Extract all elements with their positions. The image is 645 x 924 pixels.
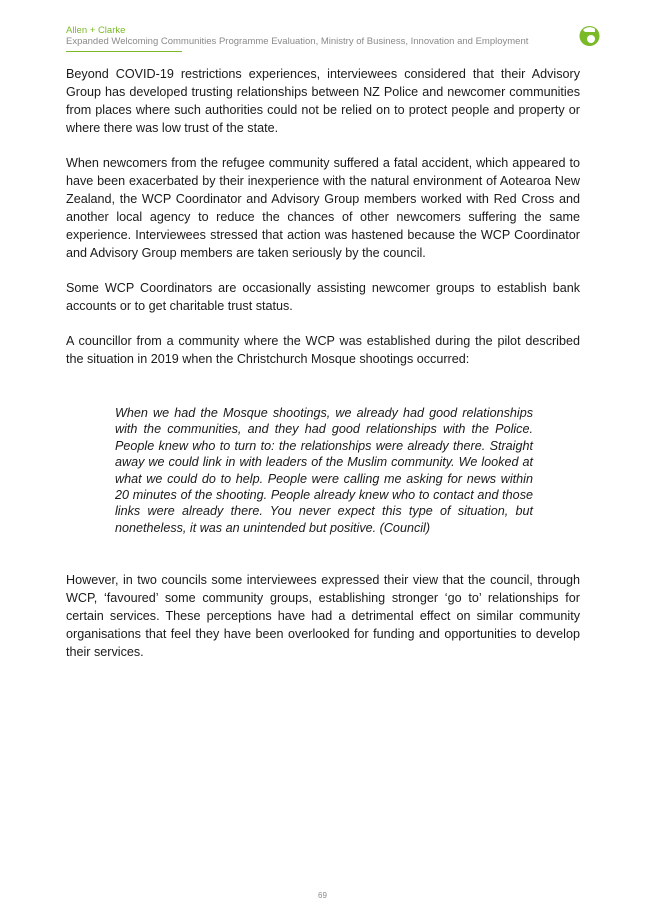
page-content bbox=[66, 65, 580, 678]
body-paragraph-3: Some WCP Coordinators are occasionally assisting newcomer groups to establish bank accounts or to get charitable trust status. bbox=[66, 281, 580, 313]
body-paragraph-2: When newcomers from the refugee community suffered a fatal accident, which appeared to have been exacerbated by their inexperience with the natural environment of Aotearoa New Zealand, the WCP Coordinator and Advisory Group members worked with Red Cross and another local agency to reduce the chances of other newcomers suffering the same experience. Interviewees stressed that action was hastened because the WCP Coordinator and Advisory Group members are taken seriously by the council. bbox=[66, 156, 580, 260]
document-subtitle: Expanded Welcoming Communities Programme Evaluation, Ministry of Business, Innovation and Employment bbox=[66, 36, 529, 47]
body-paragraph-5: However, in two councils some interviewees expressed their view that the council, through WCP, ‘favoured’ some community groups, establishing stronger ‘go to’ relationships for certain services. These perceptions have had a detrimental effect on similar community organisations that feel they have been overlooked for funding and opportunities to develop their services. bbox=[66, 573, 580, 660]
page-header bbox=[66, 25, 529, 52]
body-paragraph-4: A councillor from a community where the WCP was established during the pilot described the situation in 2019 when the Christchurch Mosque shootings occurred: bbox=[66, 334, 580, 366]
interview-quote: When we had the Mosque shootings, we already had good relationships with the communities, and they had good relationships with the Police. People knew who to turn to: the relationships were already there. Straight away we could link in with leaders of the Muslim community. We looked at what we could do to help. People were calling me asking for news within 20 minutes of the shooting. People already knew who to contact and those links were already there. You never expect this type of situation, but nonetheless, it was an unintended but positive. (Council) bbox=[115, 406, 533, 535]
page-number: 69 bbox=[318, 891, 327, 900]
allen-clarke-logo-icon bbox=[574, 22, 602, 50]
body-paragraph-1: Beyond COVID-19 restrictions experiences, interviewees considered that their Advisory Group has developed trusting relationships between NZ Police and newcomer communities from places where such authorities could not be relied on to protect people and property or where there was low trust of the state. bbox=[66, 67, 580, 135]
brand-name: Allen + Clarke bbox=[66, 25, 126, 36]
header-divider bbox=[66, 51, 182, 52]
